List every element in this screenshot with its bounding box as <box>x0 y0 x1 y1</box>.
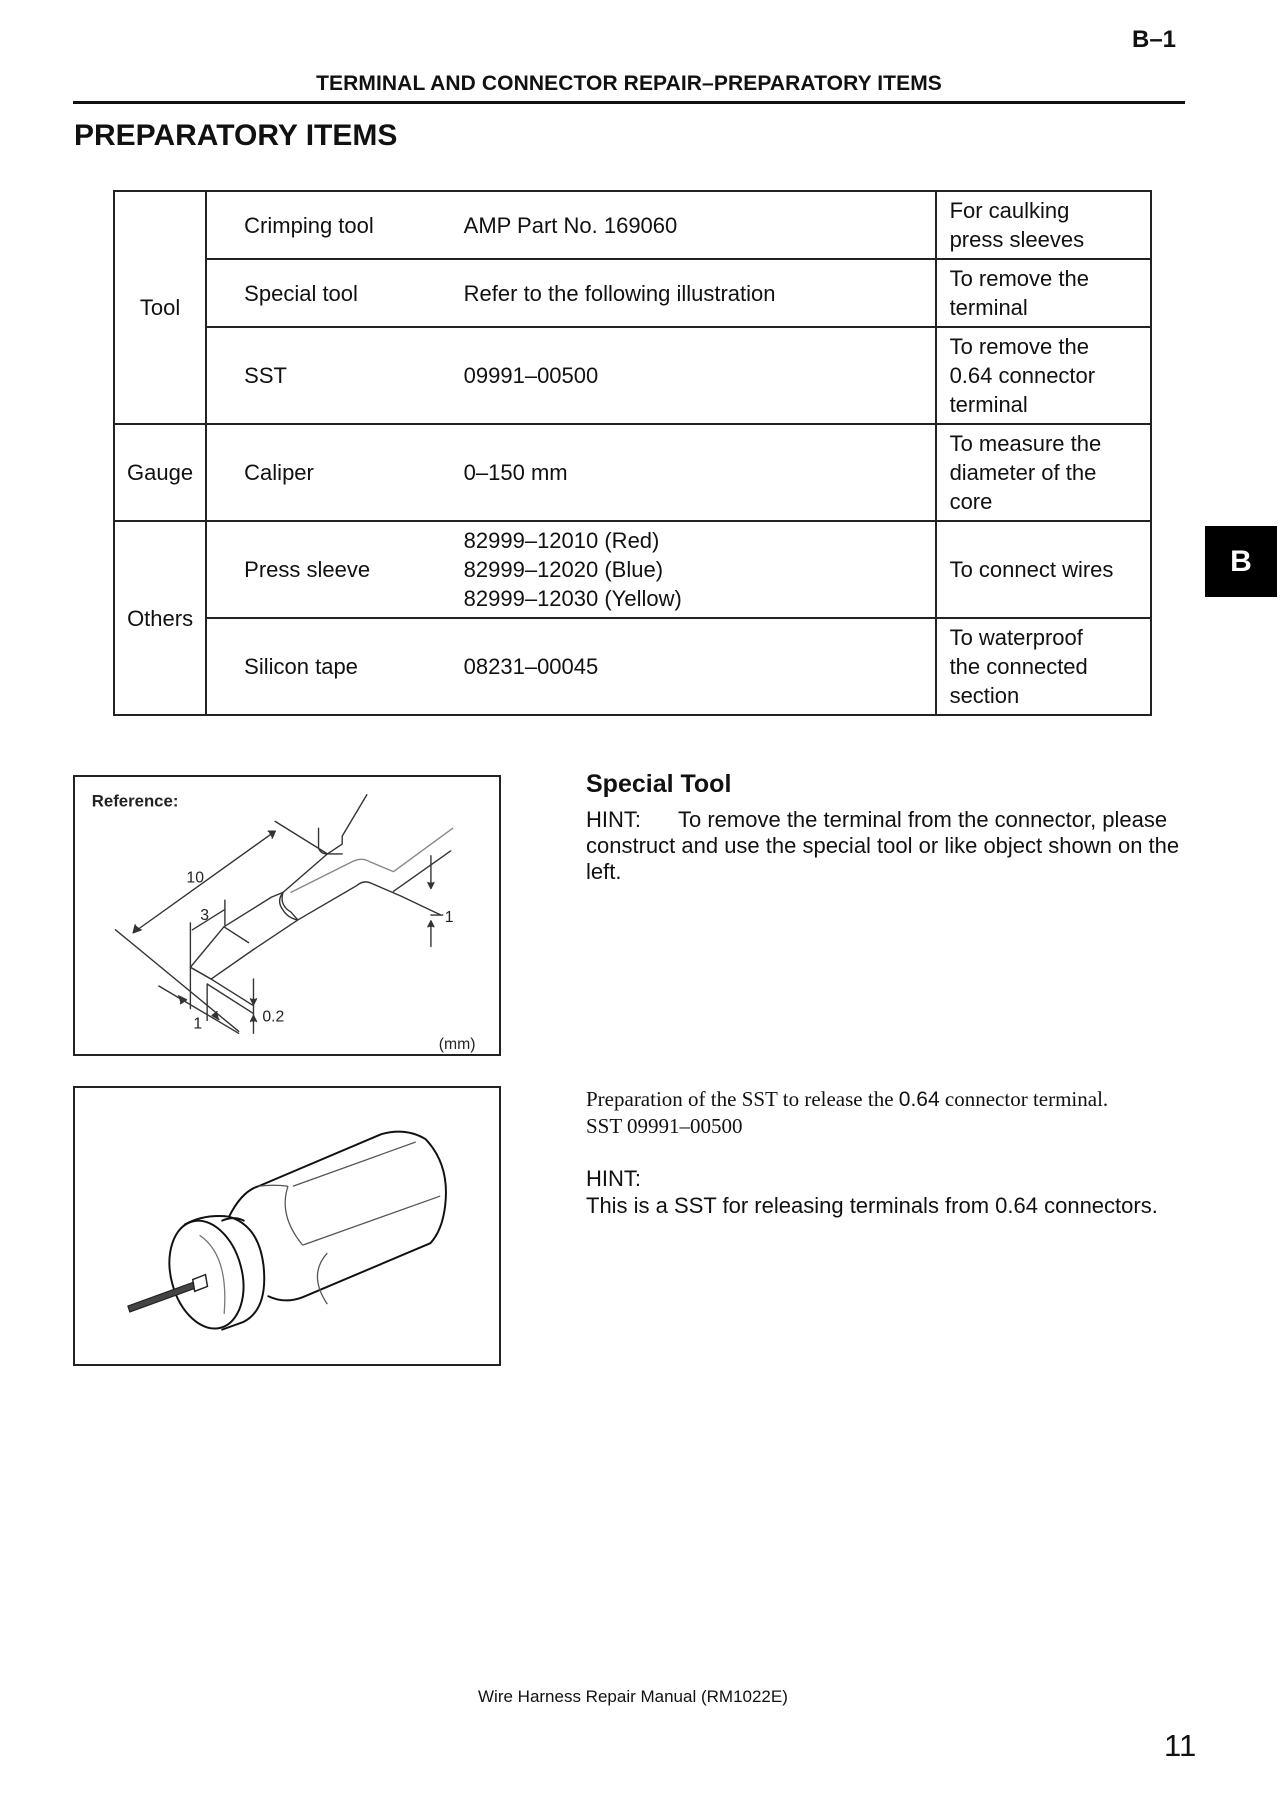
hint-text: To remove the terminal from the connector, please construct and use the special tool or like object shown on the left. <box>586 807 1180 884</box>
manual-title: Wire Harness Repair Manual (RM1022E) <box>478 1687 788 1706</box>
hint-label: HINT: <box>586 1166 641 1191</box>
preparatory-items-table <box>113 190 1152 716</box>
sst-caption-line <box>586 1086 1226 1113</box>
table-row <box>114 424 1151 521</box>
use-cell <box>936 618 1151 715</box>
use-line: To waterproof <box>949 625 1083 650</box>
caption-text: connector terminal. <box>939 1087 1109 1111</box>
use-line: For caulking <box>949 198 1070 223</box>
special-tool-drawing-icon <box>75 777 499 1054</box>
spec-line: 82999–12020 (Blue) <box>463 557 664 582</box>
page-title: PREPARATORY ITEMS <box>74 119 398 152</box>
dim-bevel-label: 3 <box>200 906 210 924</box>
item-cell: Caliper <box>206 424 463 521</box>
use-line: To connect wires <box>949 557 1114 582</box>
sst-number: SST 09991–00500 <box>586 1114 743 1138</box>
sst-hint <box>586 1165 1226 1219</box>
use-line: To remove the <box>949 266 1089 291</box>
unit-label: (mm) <box>438 1036 476 1054</box>
spec-line: 08231–00045 <box>463 654 599 679</box>
reference-label: Reference: <box>91 791 179 811</box>
item-cell: Special tool <box>206 259 463 327</box>
spec-line: 0–150 mm <box>463 460 568 485</box>
spec-cell <box>464 259 936 327</box>
use-line: To measure the <box>949 431 1102 456</box>
use-cell <box>936 259 1151 327</box>
category-cell: Tool <box>114 191 206 424</box>
use-line: section <box>949 683 1020 708</box>
spec-cell <box>464 191 936 259</box>
spec-cell <box>464 521 936 618</box>
use-cell <box>936 424 1151 521</box>
table-row <box>114 327 1151 424</box>
use-line: To remove the <box>949 334 1089 359</box>
section-thumb-tab: B <box>1205 526 1277 597</box>
table-row <box>114 191 1151 259</box>
use-line: terminal <box>949 295 1028 320</box>
screwdriver-sst-icon <box>75 1088 499 1364</box>
running-head: TERMINAL AND CONNECTOR REPAIR–PREPARATORY ITEMS <box>316 72 942 95</box>
page-number: 11 <box>1164 1728 1197 1763</box>
dim-thickness-label: 0.2 <box>262 1008 285 1026</box>
special-tool-heading: Special Tool <box>586 770 732 798</box>
item-cell: Press sleeve <box>206 521 463 618</box>
hint-label: HINT: <box>586 807 641 832</box>
header-rule <box>73 101 1185 104</box>
spec-line: 82999–12010 (Red) <box>463 528 660 553</box>
item-cell: Crimping tool <box>206 191 463 259</box>
use-line: core <box>949 489 993 514</box>
spec-line: AMP Part No. 169060 <box>463 212 678 238</box>
special-tool-hint <box>586 807 1196 885</box>
sst-caption <box>586 1086 1226 1140</box>
reference-figure <box>73 775 501 1056</box>
use-line: the connected <box>949 654 1088 679</box>
spec-line: 82999–12030 (Yellow) <box>463 586 682 611</box>
dim-height-label: 1 <box>444 908 454 926</box>
section-code: B–1 <box>1132 26 1177 53</box>
dim-length-label: 10 <box>186 869 204 887</box>
table-row <box>114 259 1151 327</box>
spec-cell <box>464 327 936 424</box>
use-line: press sleeves <box>949 227 1085 252</box>
category-cell: Others <box>114 521 206 715</box>
dim-tip-width-label: 1 <box>193 1015 203 1033</box>
item-cell: Silicon tape <box>206 618 463 715</box>
spec-line: Refer to the following illustration <box>463 280 776 306</box>
use-line: terminal <box>949 392 1028 417</box>
hint-text: This is a SST for releasing terminals from 0.64 connectors. <box>586 1193 1158 1218</box>
table-row <box>114 618 1151 715</box>
sst-figure <box>73 1086 501 1366</box>
table-row <box>114 521 1151 618</box>
use-cell <box>936 521 1151 618</box>
spec-line: 09991–00500 <box>463 363 599 388</box>
category-cell: Gauge <box>114 424 206 521</box>
spec-cell <box>464 424 936 521</box>
item-cell: SST <box>206 327 463 424</box>
caption-number: 0.64 <box>898 1088 940 1111</box>
use-line: diameter of the <box>949 460 1097 485</box>
use-cell <box>936 191 1151 259</box>
caption-text: Preparation of the SST to release the <box>586 1087 899 1111</box>
use-line: 0.64 connector <box>949 363 1096 388</box>
use-cell <box>936 327 1151 424</box>
spec-cell <box>464 618 936 715</box>
